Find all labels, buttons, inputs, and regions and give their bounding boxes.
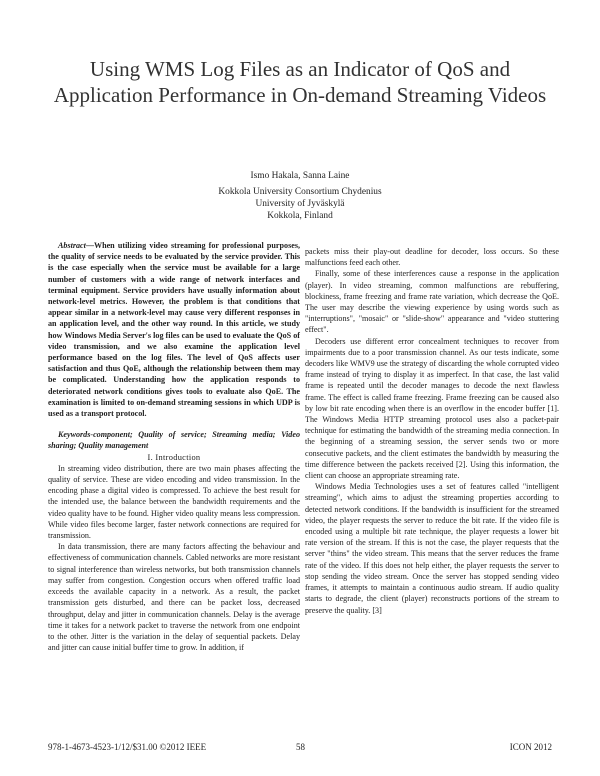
footer-isbn: 978-1-4673-4523-1/12/$31.00 ©2012 IEEE — [48, 742, 207, 752]
footer-page-number: 58 — [296, 742, 305, 752]
section-heading-introduction: I. Introduction — [147, 452, 201, 462]
affiliation-line: University of Jyväskylä — [255, 199, 345, 209]
author-block — [60, 170, 540, 222]
affiliation-line: Kokkola, Finland — [267, 211, 333, 221]
paper-title: Using WMS Log Files as an Indicator of QoS and Application Performance in On-demand Streaming Videos — [53, 57, 547, 107]
body-paragraph: In streaming video distribution, there are two main phases affecting the quality of service. These are video encoding and video transmission. In the encoding phase a digital video is compressed. To achieve the best result for the intended use, the balance between the bandwidth requirements and the video quality have to be found. Higher video quality means less compression. While video files become larger, faster network connections are required for transmission. — [48, 463, 300, 541]
abstract-text: —When utilizing video streaming for professional purposes, the quality of service needs to be evaluated by the service provider. This is the case especially when the service must be available for a large number of customers with a wide range of network interfaces and terminal equipment. Service providers have usually information about network-level metrics. However, the problem is that conditions that appear similar in a network-level may cause very different responses in an application level, and the other way round. In this article, we study how Windows Media Server's log files can be used to evaluate the QoS of video transmission, and we also examine the application level performance based on the log files. The level of QoS affects user satisfaction and thus QoE, although the relationship between them may be complicated. Understanding how the application responds to deteriorated network conditions gives tools to evaluate also QoE. The examination is limited to on-demand streaming sessions in which UDP is used as a transport protocol. — [48, 241, 300, 419]
keywords: Keywords-component; Quality of service; Streaming media; Video sharing; Quality management — [48, 430, 300, 451]
body-paragraph: Windows Media Technologies uses a set of features called "intelligent streaming", which aims to adjust the streaming properties according to detected network conditions. If the bandwidth is insufficient for the streamed video, the player requests the server to reduce the bit rate. If the video file is encoded using a multiple bit rate technique, the player requests a lower bit rate version of the stream. If this is not the case, the player requests that the server "thins" the video stream. This means that the server reduces the frame rate of the video. If this does not help either, the player requests the server to stop sending the video stream. Once the server has stopped sending video frames, it attempts to maintain a continuous audio stream. If audio quality starts to degrade, the client (player) reconstructs portions of the stream to preserve the quality. [3] — [305, 482, 559, 615]
left-column — [48, 240, 300, 653]
body-paragraph: packets miss their play-out deadline for decoder, loss occurs. So these malfunctions feed each other. — [305, 247, 559, 268]
body-paragraph: In data transmission, there are many factors affecting the behaviour and effectiveness of communication channels. Cabled networks are more resistant to signal interference than wireless networks, but both transmission channels may suffer from congestion. Congestion occurs when offered traffic load exceeds the available capacity in a network. As a result, the packet transmission gets disturbed, and there can be packet loss, decreased throughput, delay and jitter in communication channels. Delay is the average time it takes for a network packet to traverse the network from one endpoint to the other. Jitter is the variation in the delay of sequential packets. Delay and jitter can cause initial buffer time to grow. In addition, if — [48, 542, 300, 653]
author-names: Ismo Hakala, Sanna Laine — [250, 171, 350, 181]
abstract-lead: Abstract — [58, 241, 86, 250]
abstract — [48, 240, 300, 419]
body-paragraph: Finally, some of these interferences cause a response in the application (player). In video streaming, common malfunctions are rebuffering, blockiness, frame freezing and frame rate variation, which decrease the QoE. The user may describe the viewing experience by using words such as "interruptions", "mosaic" or "slide-show" appearance and "video stuttering effect". — [305, 269, 559, 335]
footer-conference: ICON 2012 — [509, 742, 552, 752]
affiliation-line: Kokkola University Consortium Chydenius — [218, 187, 382, 197]
right-column — [305, 246, 559, 616]
body-paragraph: Decoders use different error concealment techniques to recover from impairments due to a poor transmission channel. As our tests indicate, some decoders like WMV9 use the strategy of discarding the whole corrupted video frame instead of trying to display it as imperfect. In that case, the last valid frame is repeated until the decoder manages to decode the next flawless frame. The effect is called frame freezing. Frame freezing can be caused also by low bit rate encoding when there is an overflow in the encoder buffer [1]. The Windows Media HTTP streaming protocol uses also a packet-pair technique for estimating the bandwidth of the streaming media connection. In the beginning of a streaming session, the server sends two or more consecutive packets, and the client estimates the bandwidth by measuring the time difference between the packets received [2]. Using this information, the client can choose an appropriate streaming rate. — [305, 336, 559, 481]
